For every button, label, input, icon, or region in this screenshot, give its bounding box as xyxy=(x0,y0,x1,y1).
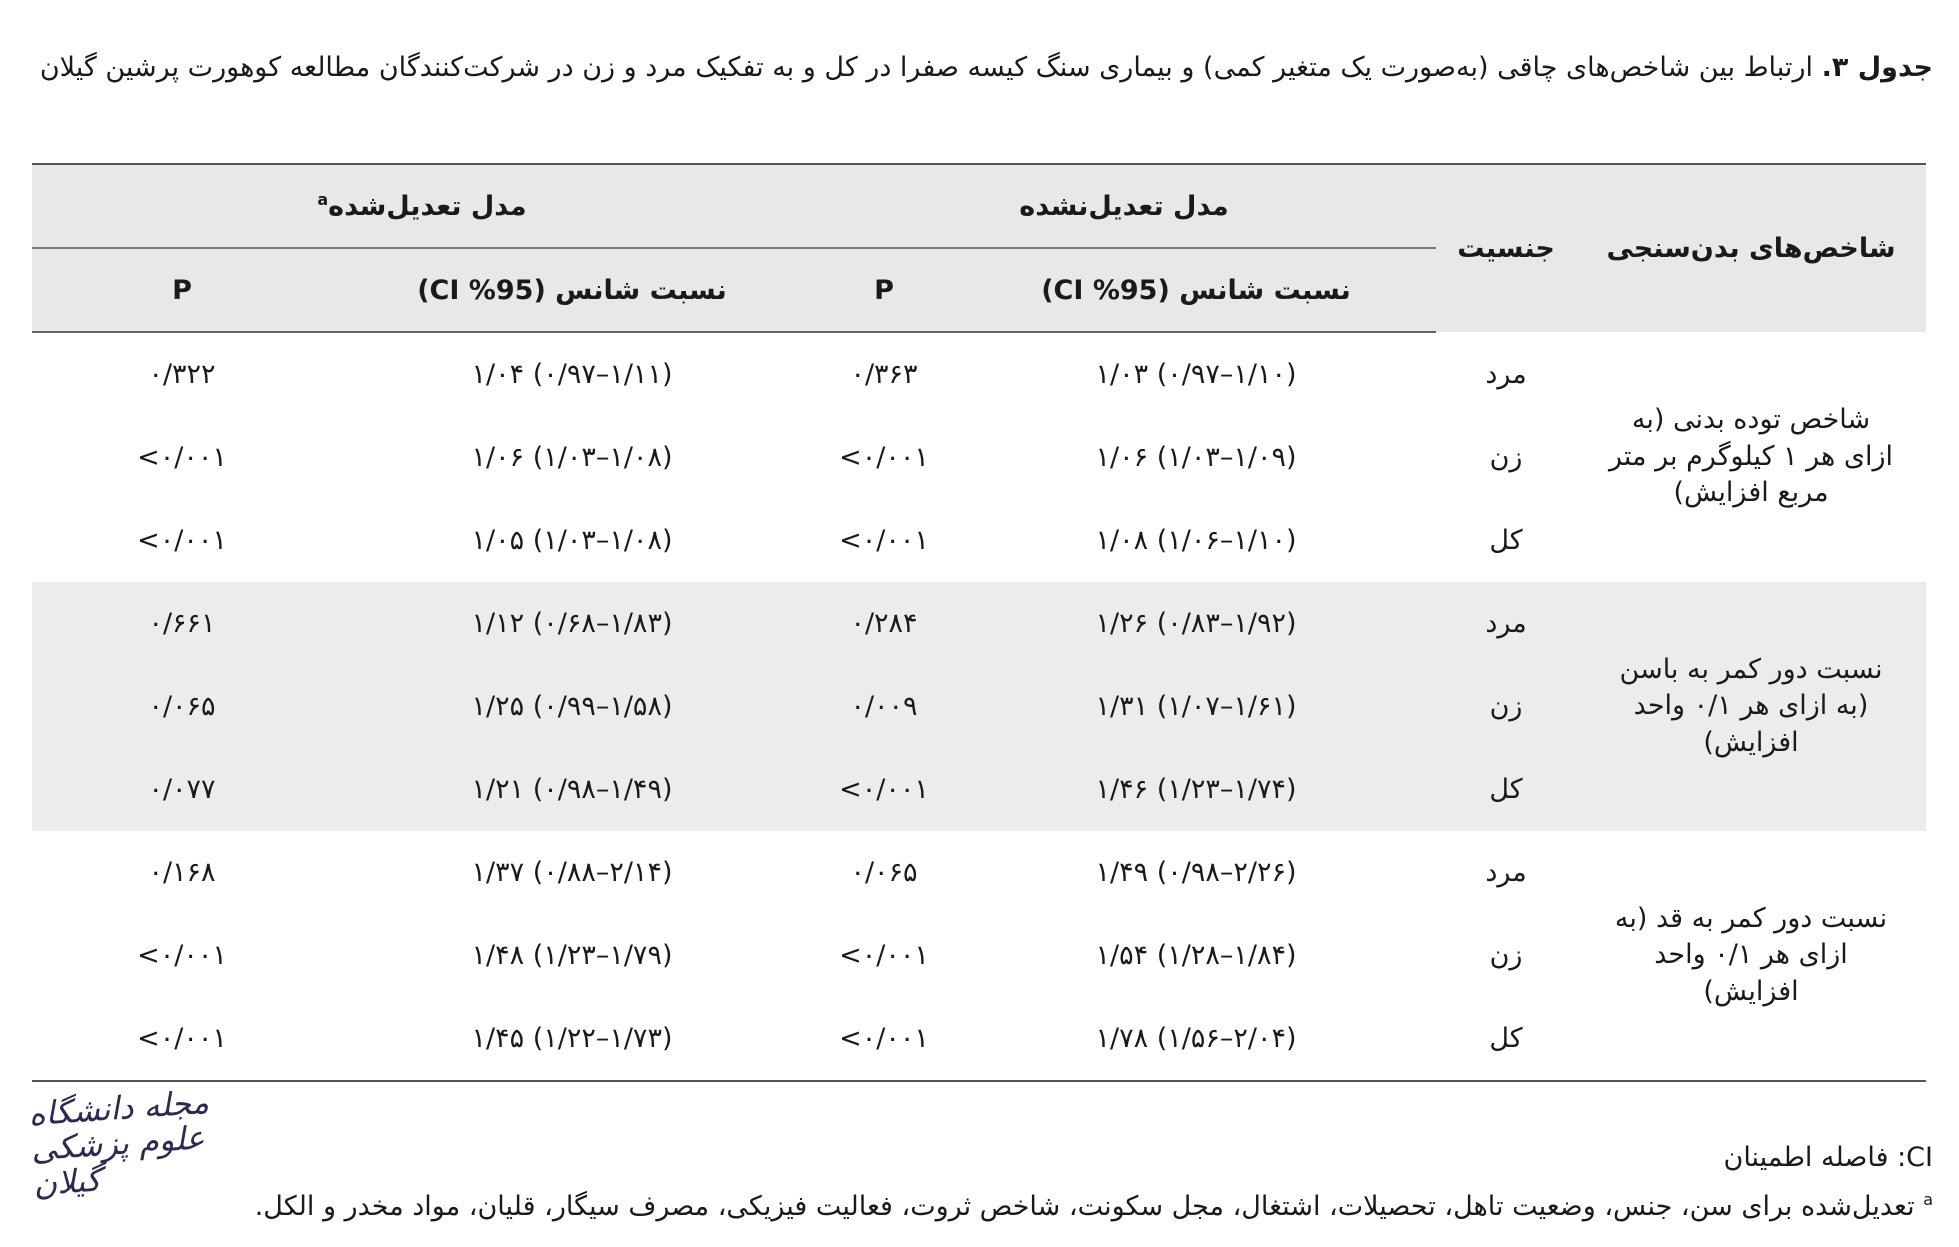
footnote-adjusted xyxy=(255,1190,1933,1222)
adjusted-p-cell: <۰/۰۰۱ xyxy=(137,442,227,473)
unadjusted-or-cell: ۱/۰۳ (۰/۹۷–۱/۱۰) xyxy=(1095,359,1297,390)
adjusted-p-cell: ۰/۰۶۵ xyxy=(32,665,332,748)
adjusted-or-cell: ۱/۳۷ (۰/۸۸–۲/۱۴) xyxy=(471,857,673,888)
sex-cell: زن xyxy=(1489,940,1523,971)
sex-cell: زن xyxy=(1436,665,1576,748)
unadjusted-or-cell: ۱/۲۶ (۰/۸۳–۱/۹۲) xyxy=(956,582,1436,665)
unadjusted-p-cell: <۰/۰۰۱ xyxy=(812,748,956,831)
unadjusted-or-cell: ۱/۰۶ (۱/۰۳–۱/۰۹) xyxy=(1095,442,1297,473)
unadjusted-p-cell: <۰/۰۰۱ xyxy=(839,940,929,971)
metric-bmi: شاخص توده بدنی (به ازای هر ۱ کیلوگرم بر متر مربع افزایش) xyxy=(1609,404,1894,509)
adjusted-or-cell: ۱/۲۱ (۰/۹۸–۱/۴۹) xyxy=(332,748,812,831)
header-adjusted-or: نسبت شانس (95% CI) xyxy=(332,248,812,332)
unadjusted-p-cell: ۰/۳۶۳ xyxy=(850,359,918,390)
unadjusted-p-cell: ۰/۰۶۵ xyxy=(850,857,918,888)
table-row xyxy=(32,582,1926,665)
header-metric: شاخص‌های بدن‌سنجی xyxy=(1576,164,1926,332)
sex-cell: زن xyxy=(1489,442,1523,473)
unadjusted-or-cell: ۱/۴۶ (۱/۲۳–۱/۷۴) xyxy=(956,748,1436,831)
adjusted-p-cell: ۰/۶۶۱ xyxy=(32,582,332,665)
caption-label: جدول ۳. xyxy=(1821,52,1933,83)
sex-cell: کل xyxy=(1489,525,1523,556)
unadjusted-p-cell: <۰/۰۰۱ xyxy=(839,525,929,556)
footnote-mark: a xyxy=(1923,1190,1933,1209)
footnote-ci: CI: فاصله اطمینان xyxy=(1723,1142,1933,1173)
adjusted-p-cell: <۰/۰۰۱ xyxy=(137,1023,227,1054)
metric-waist-height-ratio: نسبت دور کمر به قد (به ازای هر ۰/۱ واحد افزایش) xyxy=(1614,902,1888,1007)
unadjusted-p-cell: ۰/۲۸۴ xyxy=(812,582,956,665)
sex-cell: مرد xyxy=(1485,857,1527,888)
unadjusted-or-cell: ۱/۵۴ (۱/۲۸–۱/۸۴) xyxy=(1095,940,1297,971)
adjusted-or-cell: ۱/۲۵ (۰/۹۹–۱/۵۸) xyxy=(332,665,812,748)
sex-cell: مرد xyxy=(1436,582,1576,665)
adjusted-or-cell: ۱/۰۴ (۰/۹۷–۱/۱۱) xyxy=(471,359,673,390)
journal-logo xyxy=(27,1082,242,1204)
header-unadjusted-model: مدل تعدیل‌نشده xyxy=(812,164,1436,248)
metric-waist-hip-ratio: نسبت دور کمر به باسن (به ازای هر ۰/۱ واحد افزایش) xyxy=(1576,582,1926,831)
footnote-adjusted-text: تعدیل‌شده برای سن، جنس، وضعیت تاهل، تحصیلات، اشتغال، مجل سکونت، شاخص ثروت، فعالیت فیزیکی، مصرف سیگار، قلیان، مواد مخدر و الکل. xyxy=(254,1191,1924,1222)
unadjusted-p-cell: <۰/۰۰۱ xyxy=(839,1023,929,1054)
header-adjusted-label: مدل تعدیل‌شده xyxy=(328,191,527,222)
header-adjusted-mark: a xyxy=(317,190,329,209)
adjusted-or-cell: ۱/۰۶ (۱/۰۳–۱/۰۸) xyxy=(471,442,673,473)
header-adjusted-p: P xyxy=(32,248,332,332)
unadjusted-p-cell: ۰/۰۰۹ xyxy=(812,665,956,748)
sex-cell: مرد xyxy=(1485,358,1527,390)
unadjusted-or-cell: ۱/۳۱ (۱/۰۷–۱/۶۱) xyxy=(956,665,1436,748)
header-adjusted-model xyxy=(32,164,812,248)
table-row xyxy=(32,831,1926,914)
table-row xyxy=(32,332,1926,416)
adjusted-p-cell: ۰/۱۶۸ xyxy=(148,857,216,888)
header-unadjusted-p: P xyxy=(812,248,956,332)
unadjusted-or-cell: ۱/۰۸ (۱/۰۶–۱/۱۰) xyxy=(1095,525,1297,556)
table-caption xyxy=(32,48,1933,87)
adjusted-or-cell: ۱/۴۸ (۱/۲۳–۱/۷۹) xyxy=(471,940,673,971)
unadjusted-p-cell: <۰/۰۰۱ xyxy=(839,442,929,473)
header-unadjusted-or: نسبت شانس (95% CI) xyxy=(956,248,1436,332)
adjusted-or-cell: ۱/۴۵ (۱/۲۲–۱/۷۳) xyxy=(471,1023,673,1054)
unadjusted-or-cell: ۱/۷۸ (۱/۵۶–۲/۰۴) xyxy=(1095,1023,1297,1054)
adjusted-p-cell: <۰/۰۰۱ xyxy=(137,525,227,556)
sex-cell: کل xyxy=(1489,1023,1523,1054)
results-table xyxy=(32,163,1926,1082)
adjusted-p-cell: ۰/۰۷۷ xyxy=(32,748,332,831)
unadjusted-or-cell: ۱/۴۹ (۰/۹۸–۲/۲۶) xyxy=(1095,857,1297,888)
journal-logo-text: مجله دانشگاه علوم پزشکی گیلان xyxy=(27,1082,211,1204)
adjusted-or-cell: ۱/۰۵ (۱/۰۳–۱/۰۸) xyxy=(471,525,673,556)
adjusted-p-cell: ۰/۳۲۲ xyxy=(148,359,216,390)
adjusted-p-cell: <۰/۰۰۱ xyxy=(137,940,227,971)
caption-text: ارتباط بین شاخص‌های چاقی (به‌صورت یک متغیر کمی) و بیماری سنگ کیسه صفرا در کل و به تفکیک مرد و زن در شرکت‌کنندگان مطالعه کوهورت پرشین گیلان xyxy=(39,52,1822,83)
adjusted-or-cell: ۱/۱۲ (۰/۶۸–۱/۸۳) xyxy=(332,582,812,665)
sex-cell: کل xyxy=(1436,748,1576,831)
header-sex: جنسیت xyxy=(1436,164,1576,332)
